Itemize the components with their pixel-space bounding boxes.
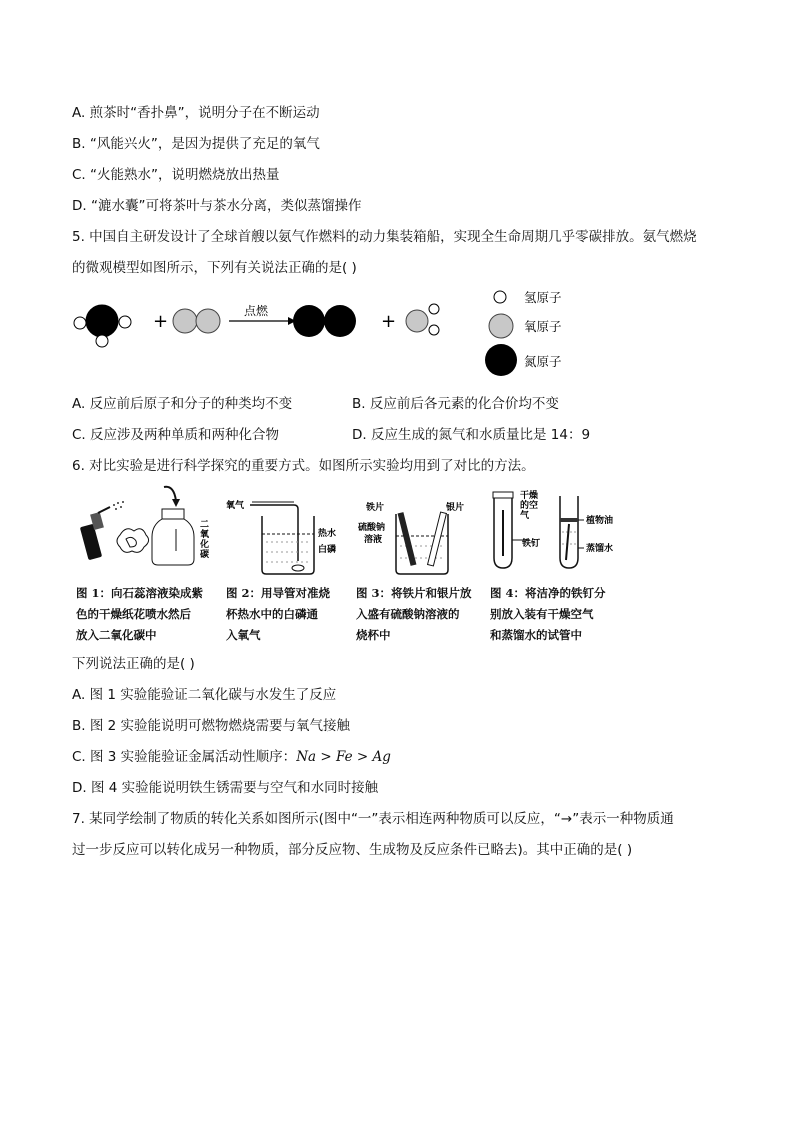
q5-option-a: A. 反应前后原子和分子的种类均不变	[72, 396, 293, 412]
fig2-white-p-label: 白磷	[318, 545, 337, 555]
legend-hydrogen: 氢原子	[524, 290, 562, 305]
figure3-drawing	[356, 500, 476, 590]
fig3-iron-label: 铁片	[366, 503, 385, 513]
q5-option-b: B. 反应前后各元素的化合价均不变	[352, 396, 559, 412]
q5-stem-line1: 5. 中国自主研发设计了全球首艘以氨气作燃料的动力集装箱船，实现全生命周期几乎零碳排放。氨气燃烧	[72, 229, 697, 245]
fig4-oil-label: 植物油	[586, 516, 614, 526]
svg-text:干燥: 干燥	[520, 491, 539, 501]
fig4-nail-label: 铁钉	[522, 539, 541, 549]
legend-nitrogen: 氮原子	[524, 354, 562, 369]
figure2-caption: 图 2：用导管对准烧 杯热水中的白磷通 入氧气	[226, 586, 331, 642]
plus-sign-2: +	[381, 311, 397, 332]
svg-text:溶液: 溶液	[364, 535, 383, 545]
test-tube-left-icon	[493, 492, 513, 568]
plus-sign-1: +	[153, 311, 169, 332]
q6-question: 下列说法正确的是( )	[72, 656, 195, 672]
figure4-drawing	[490, 488, 630, 578]
q5-reaction-diagram	[66, 285, 586, 385]
legend-oxygen: 氧原子	[524, 319, 562, 334]
q6-option-c-formula: Na > Fe > Ag	[296, 749, 391, 765]
spray-bottle-icon	[80, 507, 110, 560]
q6-stem: 6. 对比实验是进行科学探究的重要方式。如图所示实验均用到了对比的方法。	[72, 458, 535, 474]
nitrogen-molecule	[293, 305, 356, 337]
q6-option-b: B. 图 2 实验能说明可燃物燃烧需要与氧气接触	[72, 718, 351, 734]
svg-text:化: 化	[200, 540, 210, 550]
ammonia-molecule	[74, 305, 131, 347]
beaker-icon	[262, 516, 314, 574]
q6-option-d: D. 图 4 实验能说明铁生锈需要与空气和水同时接触	[72, 780, 379, 796]
reaction-condition: 点燃	[244, 304, 269, 318]
q4-option-a: A. 煎茶时“香扑鼻”，说明分子在不断运动	[72, 105, 320, 121]
q5-option-d: D. 反应生成的氮气和水质量比是 14：9	[352, 427, 591, 443]
q6-option-a: A. 图 1 实验能验证二氧化碳与水发生了反应	[72, 687, 337, 703]
paper-flower-icon	[117, 529, 149, 553]
q5-option-c: C. 反应涉及两种单质和两种化合物	[72, 427, 280, 443]
q4-option-c: C. “火能熟水”，说明燃烧放出热量	[72, 167, 280, 183]
q4-option-b: B. “风能兴火”，是因为提供了充足的氧气	[72, 136, 320, 152]
figure1-caption: 图 1：向石蕊溶液染成紫 色的干燥纸花喷水然后 放入二氧化碳中	[76, 586, 204, 642]
oxygen-molecule	[173, 309, 220, 333]
svg-text:二: 二	[200, 520, 210, 530]
figure4-caption: 图 4：将洁净的铁钉分 别放入装有干燥空气 和蒸馏水的试管中	[490, 586, 606, 642]
fig3-silver-label: 银片	[446, 503, 465, 513]
svg-text:的空: 的空	[520, 501, 539, 511]
figure3-caption: 图 3：将铁片和银片放 入盛有硫酸钠溶液的 烧杯中	[356, 586, 472, 642]
test-tube-right-icon	[560, 496, 578, 568]
atom-legend	[485, 290, 562, 376]
q7-stem-line1: 7. 某同学绘制了物质的转化关系如图所示(图中“一”表示相连两种物质可以反应，“→”表示一种物质通	[72, 811, 674, 827]
q6-option-c	[72, 747, 391, 767]
q7-stem-line2: 过一步反应可以转化成另一种物质，部分反应物、生成物及反应条件已略去)。其中正确的是( )	[72, 842, 633, 858]
figure1-drawing	[76, 483, 216, 573]
fig4-water-label: 蒸馏水	[586, 544, 614, 554]
reaction-arrow	[229, 303, 296, 325]
gas-bottle-icon	[152, 509, 194, 565]
fig2-oxygen-label: 氧气	[226, 501, 245, 511]
q5-stem-line2: 的微观模型如图所示，下列有关说法正确的是( )	[72, 260, 357, 276]
svg-text:碳: 碳	[200, 550, 210, 560]
water-molecule	[406, 304, 439, 335]
q6-option-c-text: C. 图 3 实验能验证金属活动性顺序：	[72, 749, 297, 765]
q4-option-d: D. “漉水囊”可将茶叶与茶水分离，类似蒸馏操作	[72, 198, 362, 214]
svg-text:气: 气	[520, 511, 530, 521]
figure2-drawing	[224, 498, 344, 588]
fig2-hot-water-label: 热水	[318, 529, 337, 539]
svg-text:氧: 氧	[200, 530, 210, 540]
svg-text:硫酸钠: 硫酸钠	[358, 523, 386, 533]
